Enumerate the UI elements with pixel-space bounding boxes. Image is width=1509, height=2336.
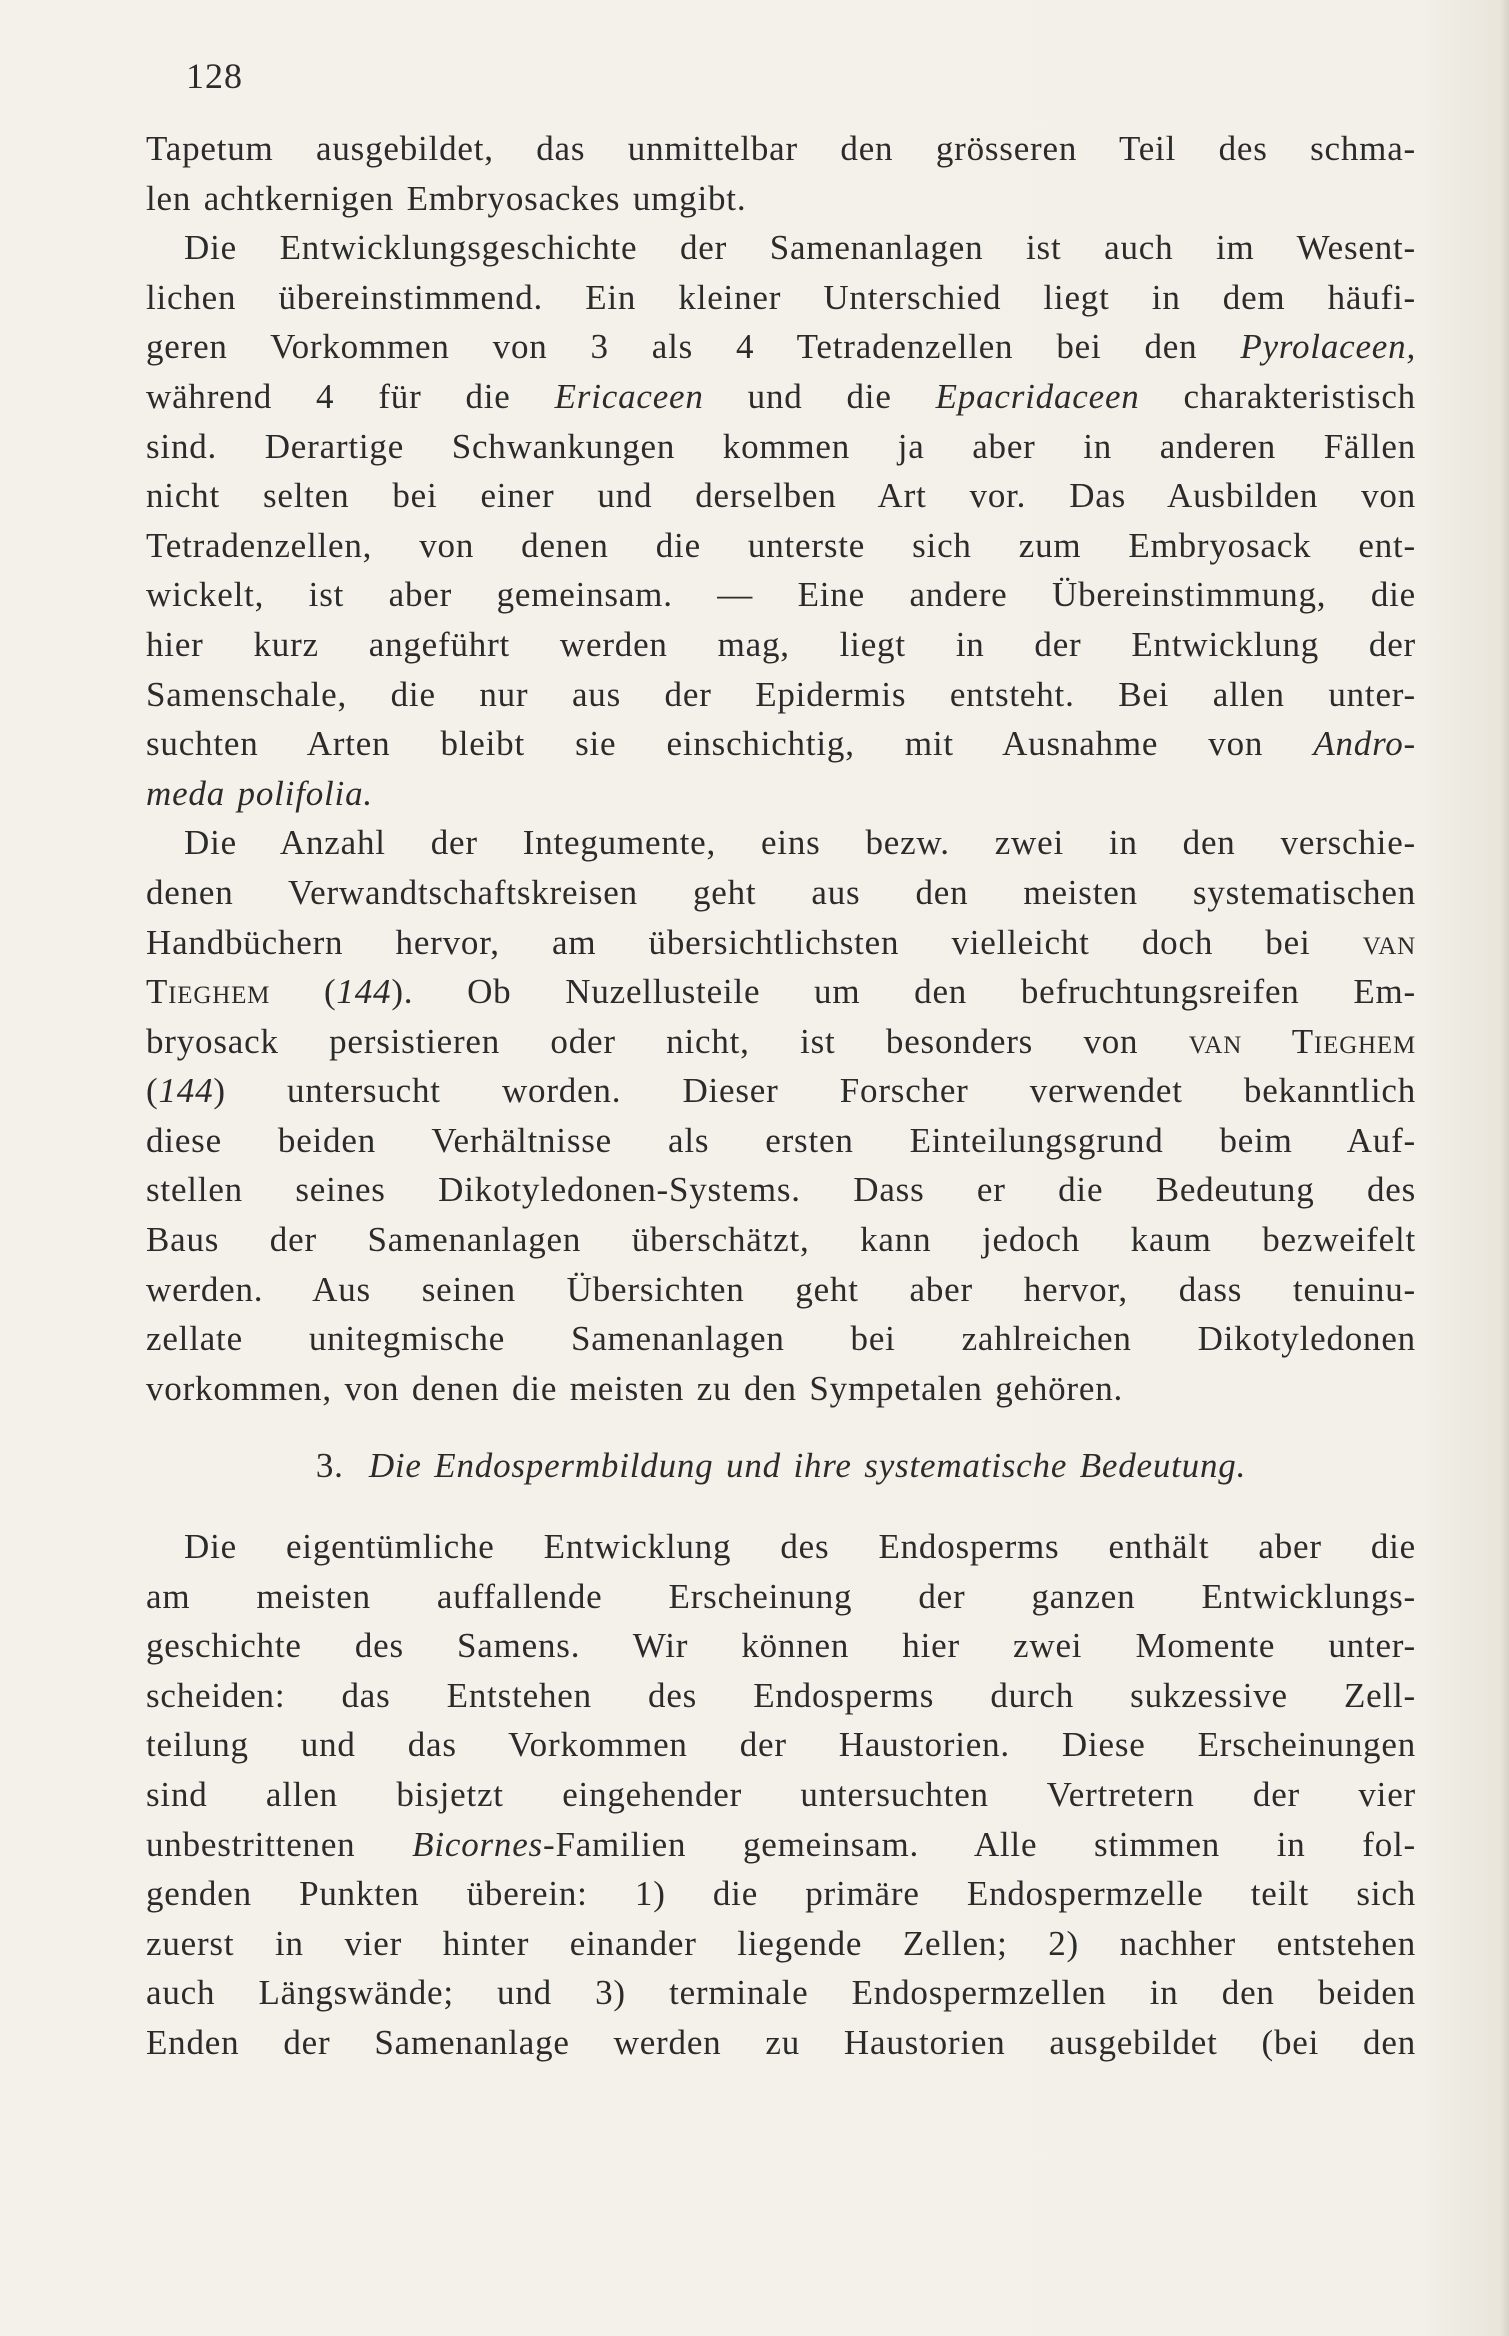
text-line: sind allen bisjetzt eingehender untersuchten Vertretern der vier	[146, 1775, 1416, 1814]
taxon-name: Ericaceen	[554, 376, 704, 416]
text-line: werden. Aus seinen Übersichten geht aber hervor, dass tenuinu-	[146, 1269, 1416, 1309]
text-line: zuerst in vier hinter einander liegende Zellen; 2) nachher entstehen	[146, 1923, 1416, 1963]
text-line: geschichte des Samens. Wir können hier zwei Momente unter-	[146, 1626, 1416, 1666]
text-line	[146, 1820, 1416, 1870]
text-line: lichen übereinstimmend. Ein kleiner Unterschied liegt in dem häufi-	[146, 277, 1416, 317]
reference-number: 144	[158, 1071, 214, 1111]
text-line: sind. Derartige Schwankungen kommen ja aber in anderen Fällen	[146, 426, 1416, 466]
text-line: len achtkernigen Embryosackes umgibt.	[146, 178, 747, 218]
page-edge-shadow	[1499, 0, 1509, 2336]
text-line	[146, 1066, 1416, 1116]
text-line: diese beiden Verhältnisse als ersten Einteilungsgrund beim Auf-	[146, 1120, 1416, 1160]
taxon-name: Andro-	[1313, 724, 1416, 764]
text-line: scheiden: das Entstehen des Endosperms durch sukzessive Zell-	[146, 1675, 1416, 1715]
author-name: van Tieghem	[1188, 1021, 1416, 1061]
text-line: am meisten auffallende Erscheinung der ganzen Entwicklungs-	[146, 1576, 1416, 1616]
section-title: Die Endospermbildung und ihre systematische Bedeutung.	[368, 1446, 1247, 1486]
text-line: teilung und das Vorkommen der Haustorien. Diese Erscheinungen	[146, 1725, 1416, 1765]
text-line	[146, 719, 1416, 769]
text-line: Die Anzahl der Integumente, eins bezw. zwei in den verschie-	[184, 823, 1416, 863]
taxon-name: meda polifolia.	[146, 773, 373, 813]
taxon-name: Pyrolaceen,	[1240, 327, 1416, 367]
taxon-name: Epacridaceen	[935, 376, 1140, 416]
text-segment: charakteristisch	[1139, 376, 1416, 416]
text-line: denen Verwandtschaftskreisen geht aus den meisten systematischen	[146, 872, 1416, 912]
text-line: nicht selten bei einer und derselben Art vor. Das Ausbilden von	[146, 476, 1416, 516]
text-segment: (	[270, 972, 337, 1012]
text-line: Tetradenzellen, von denen die unterste sich zum Embryosack ent-	[146, 525, 1416, 565]
text-segment: -Familien gemeinsam. Alle stimmen in fol-	[542, 1824, 1416, 1864]
body-text	[146, 124, 1416, 2068]
text-line	[146, 967, 1416, 1017]
text-line: vorkommen, von denen die meisten zu den Sympetalen gehören.	[146, 1368, 1124, 1408]
text-line: zellate unitegmische Samenanlagen bei zahlreichen Dikotyledonen	[146, 1319, 1416, 1359]
text-line	[146, 769, 1416, 819]
text-line	[146, 322, 1416, 372]
text-line: Tapetum ausgebildet, das unmittelbar den grösseren Teil des schma-	[146, 129, 1416, 168]
text-segment: (	[146, 1071, 159, 1111]
text-line: hier kurz angeführt werden mag, liegt in der Entwicklung der	[146, 624, 1416, 664]
text-line: stellen seines Dikotyledonen-Systems. Dass er die Bedeutung des	[146, 1170, 1416, 1210]
text-line: Baus der Samenanlagen überschätzt, kann jedoch kaum bezweifelt	[146, 1220, 1416, 1260]
text-segment: und die	[703, 376, 936, 416]
text-segment: während 4 für die	[146, 376, 555, 416]
author-name: Tieghem	[146, 972, 271, 1012]
text-segment: bryosack persistieren oder nicht, ist besonders von	[146, 1021, 1189, 1061]
text-line: Die eigentümliche Entwicklung des Endosperms enthält aber die	[184, 1527, 1416, 1567]
text-segment: geren Vorkommen von 3 als 4 Tetradenzellen bei den	[146, 327, 1241, 367]
text-line: Enden der Samenanlage werden zu Haustorien ausgebildet (bei den	[146, 2022, 1416, 2062]
text-line: auch Längswände; und 3) terminale Endospermzellen in den beiden	[146, 1973, 1416, 2013]
text-line: Die Entwicklungsgeschichte der Samenanlagen ist auch im Wesent-	[184, 228, 1416, 268]
text-segment: ) untersucht worden. Dieser Forscher verwendet bekanntlich	[213, 1071, 1416, 1111]
text-line	[146, 918, 1416, 968]
reference-number: 144	[336, 972, 392, 1012]
text-line: genden Punkten überein: 1) die primäre Endospermzelle teilt sich	[146, 1874, 1416, 1914]
text-line	[146, 1017, 1416, 1067]
author-name: van	[1362, 922, 1416, 962]
section-number: 3.	[315, 1446, 344, 1486]
taxon-name: Bicornes	[412, 1824, 543, 1864]
text-segment: suchten Arten bleibt sie einschichtig, mit Ausnahme von	[146, 724, 1314, 764]
text-segment: ). Ob Nuzellusteile um den befruchtungsreifen Em-	[391, 972, 1416, 1012]
text-segment: Handbüchern hervor, am übersichtlichsten vielleicht doch bei	[146, 922, 1363, 962]
section-heading	[146, 1427, 1416, 1504]
page-number: 128	[186, 56, 243, 96]
text-line: Samenschale, die nur aus der Epidermis entsteht. Bei allen unter-	[146, 674, 1416, 714]
text-line: wickelt, ist aber gemeinsam. — Eine andere Übereinstimmung, die	[146, 575, 1416, 615]
text-line	[146, 372, 1416, 422]
text-segment: unbestrittenen	[146, 1824, 413, 1864]
